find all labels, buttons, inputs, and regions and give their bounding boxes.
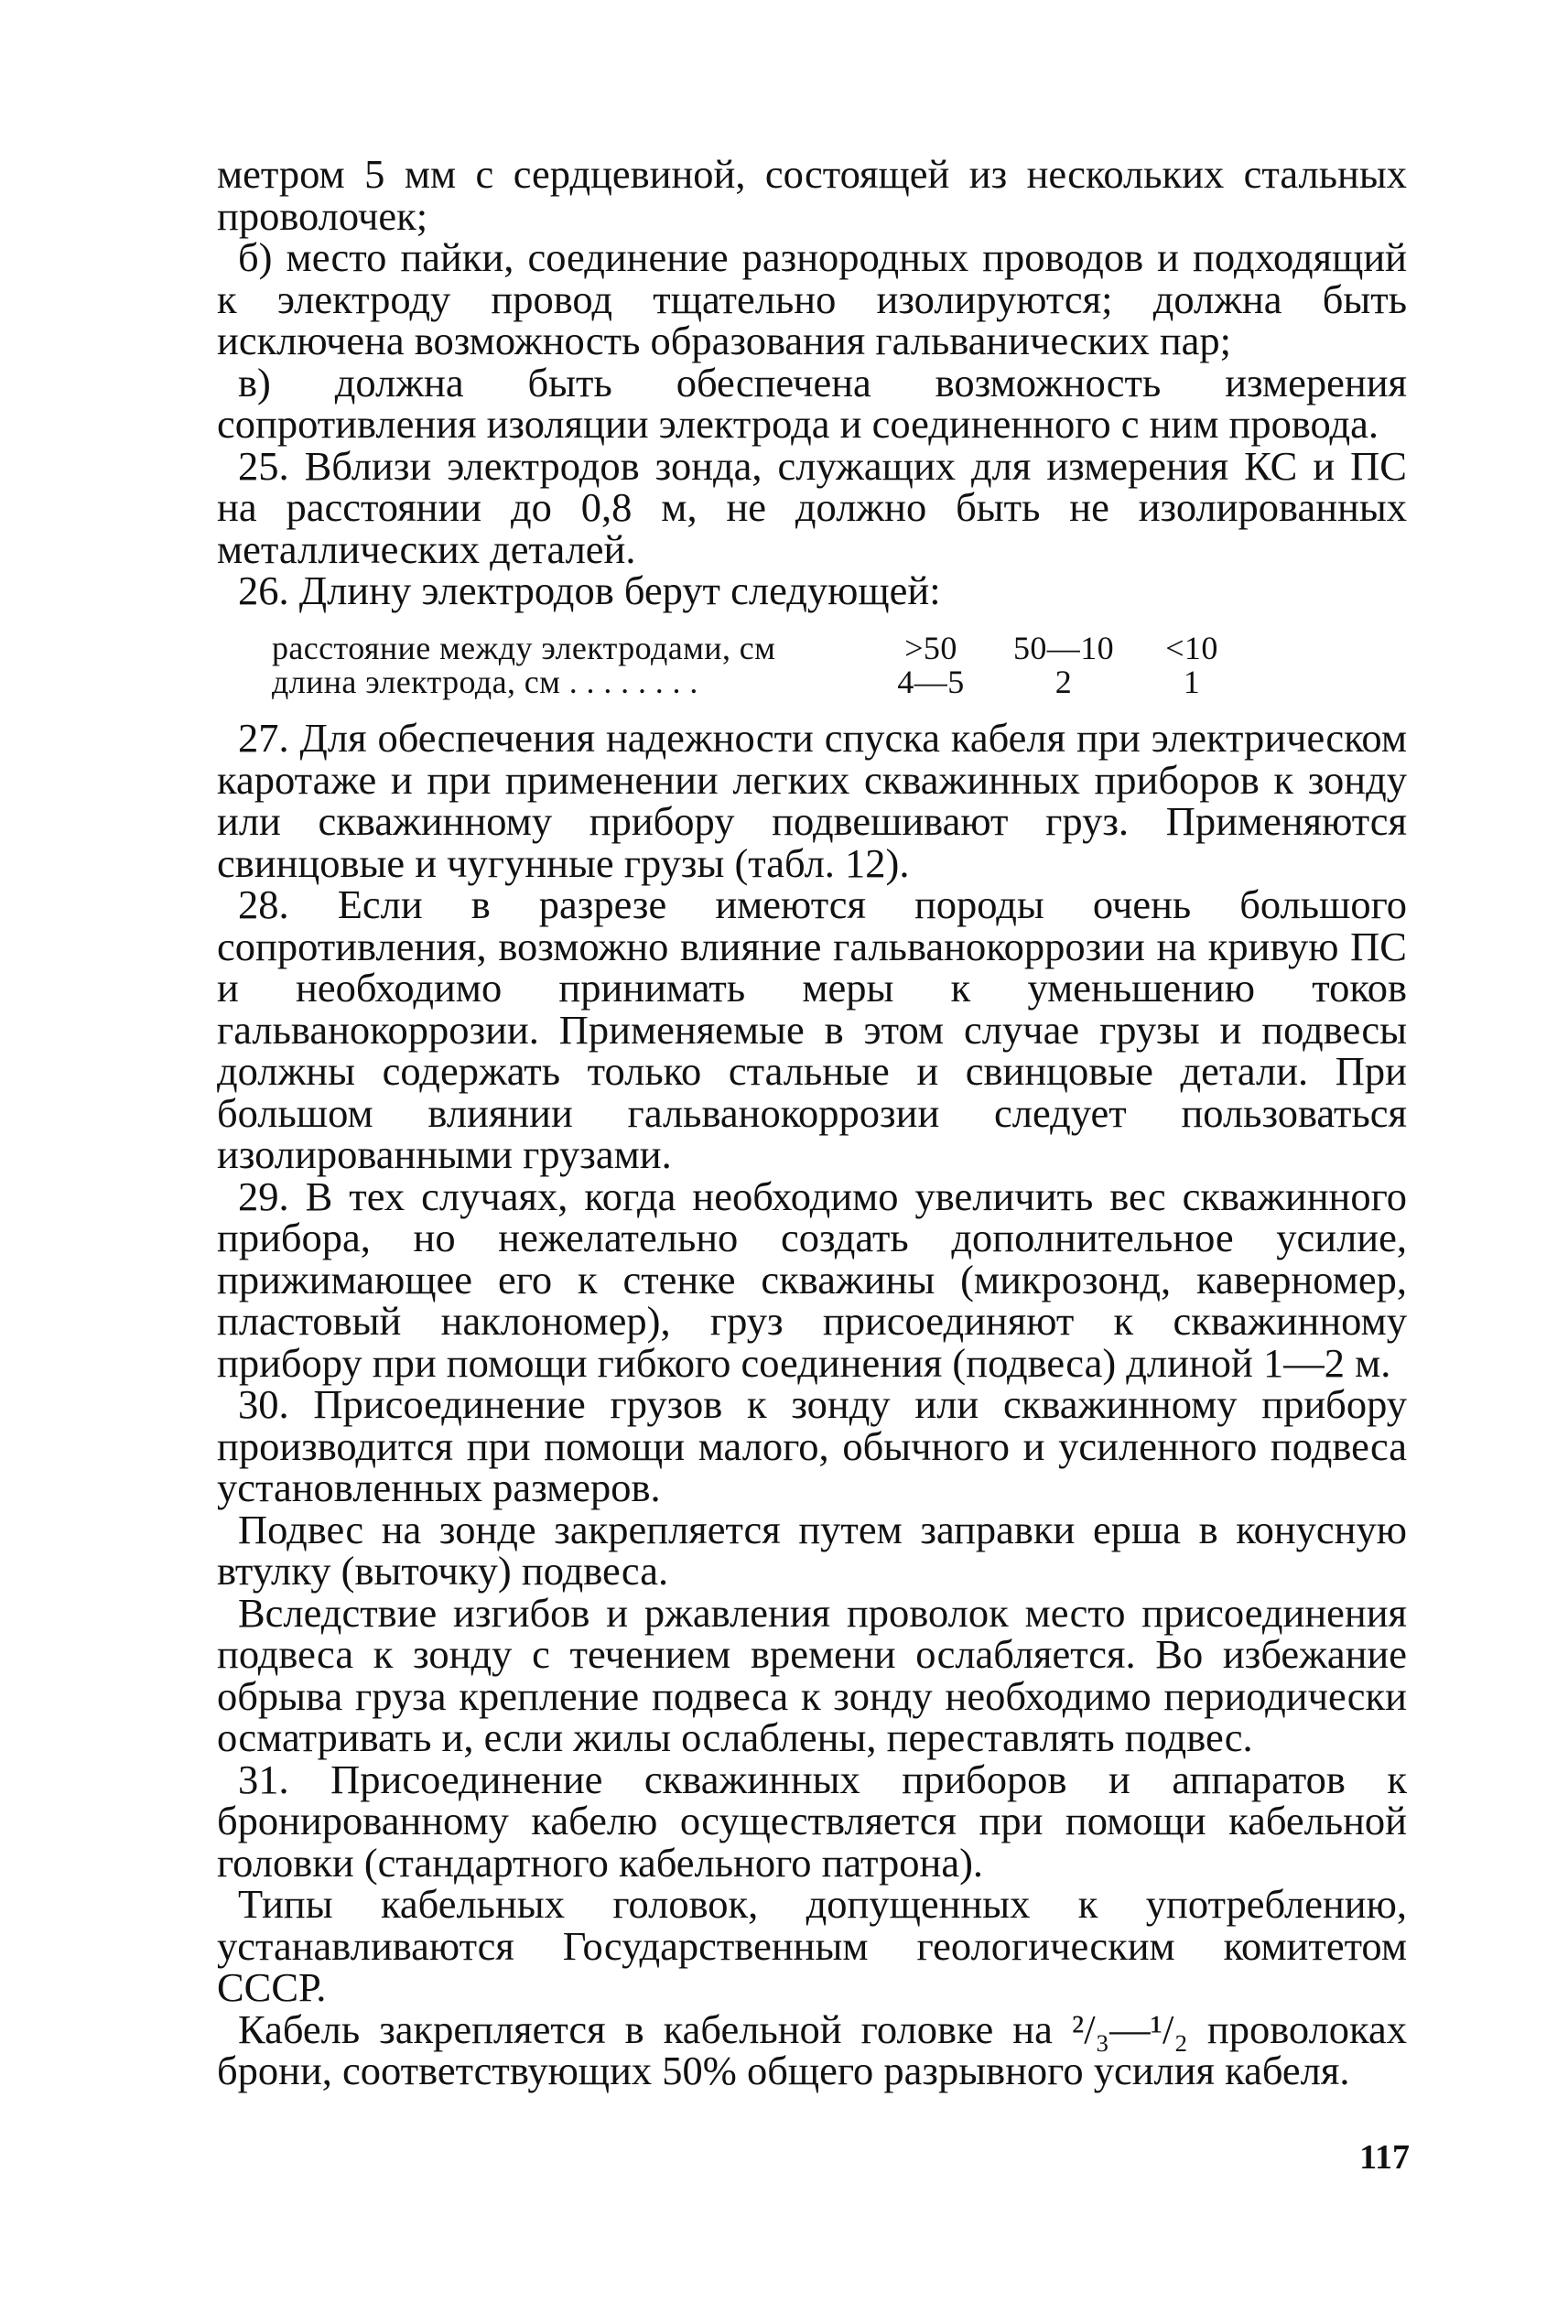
paragraph-30a: Подвес на зонде закрепляется путем заправки ерша в конусную втулку (выточку) подвеса.	[217, 1506, 1407, 1594]
page-number: 117	[1359, 2138, 1410, 2177]
paragraph-30: 30. Присоединение грузов к зонду или скважинному прибору производится при помощи малого, обычного и усиленного подвеса установленных размеров.	[217, 1381, 1407, 1510]
paragraph-25: 25. Вблизи электродов зонда, служащих для измерения КС и ПС на расстоянии до 0,8 м, не должно быть не изолированных металлических деталей.	[217, 442, 1407, 572]
cell-length-1: 4—5	[897, 664, 965, 700]
row-label-length: длина электрода, см . . . . . . . .	[272, 664, 698, 700]
paragraph-28: 28. Если в разрезе имеются породы очень большого сопротивления, возможно влияние гальванокоррозии на кривую ПС и необходимо принимать меры к уменьшению токов гальванокоррозии. Применяемые в этом случае грузы и подвесы должны содержать только стальные и свинцовые детали. При большом влиянии гальванокоррозии следует пользоваться изолированными грузами.	[217, 881, 1407, 1177]
cell-distance-3: <10	[1165, 630, 1218, 666]
paragraph-30b: Вследствие изгибов и ржавления проволок место присоединения подвеса к зонду с течением времени ослабляется. Во избежание обрыва груза крепление подвеса к зонду необходимо периодически осматривать и, если жилы ослаблены, переставлять подвес.	[217, 1589, 1407, 1760]
paragraph-item-b: б) место пайки, соединение разнородных проводов и подходящий к электроду провод тщательно изолируются; должна быть исключена возможность образования гальванических пар;	[217, 234, 1407, 363]
paragraph-29: 29. В тех случаях, когда необходимо увеличить вес скважинного прибора, но нежелательно создать дополнительное усилие, прижимающее его к стенке скважины (микрозонд, каверномер, пластовый наклономер), груз присоединяют к скважинному прибору при помощи гибкого соединения (подвеса) длиной 1—2 м.	[217, 1173, 1407, 1386]
paragraph-item-v: в) должна быть обеспечена возможность измерения сопротивления изоляции электрода и соединенного с ним провода.	[217, 359, 1407, 447]
cell-distance-1: >50	[904, 630, 957, 666]
paragraph-31a: Типы кабельных головок, допущенных к употреблению, устанавливаются Государственным геологическим комитетом СССР.	[217, 1881, 1407, 2010]
paragraph-31: 31. Присоединение скважинных приборов и аппаратов к бронированному кабелю осуществляется при помощи кабельной головки (стандартного кабельного патрона).	[217, 1756, 1407, 1886]
cell-length-2: 2	[1054, 664, 1073, 700]
body-text-bottom	[217, 715, 1407, 2093]
paragraph-continuation: метром 5 мм с сердцевиной, состоящей из нескольких стальных проволочек;	[217, 151, 1407, 239]
paragraph-27: 27. Для обеспечения надежности спуска кабеля при электрическом каротаже и при применении легких скважинных приборов к зонду или скважинному прибору подвешивают груз. Применяются свинцовые и чугунные грузы (табл. 12).	[217, 715, 1407, 886]
row-label-distance: расстояние между электродами, см	[272, 630, 776, 666]
cell-distance-2: 50—10	[1013, 630, 1114, 666]
body-text-top	[217, 151, 1407, 613]
paragraph-26: 26. Длину электродов берут следующей:	[238, 567, 941, 613]
paragraph-31b: Кабель закрепляется в кабельной головке на ²/₃—¹/₂ проволоках брони, соответствующих 50% общего разрывного усилия кабеля.	[217, 2005, 1407, 2093]
cell-length-3: 1	[1183, 664, 1201, 700]
